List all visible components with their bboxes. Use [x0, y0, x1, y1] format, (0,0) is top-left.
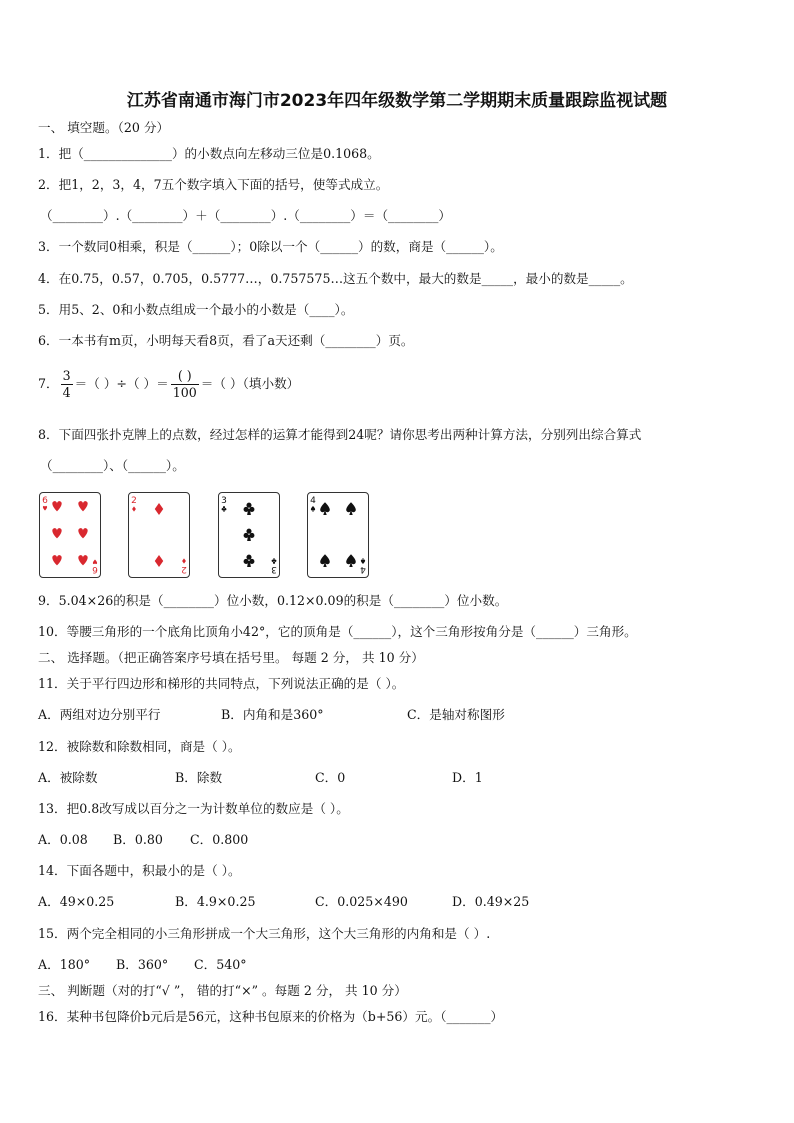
option: D．1	[452, 770, 483, 785]
diamond-pip-icon	[182, 558, 186, 563]
heart-pip-icon	[52, 555, 61, 565]
fraction-3-4	[61, 368, 73, 401]
option: B．0.80	[113, 832, 163, 847]
option: A．被除数	[38, 770, 98, 785]
spade-pip-icon	[361, 558, 365, 564]
card-rank-label: 3	[221, 496, 227, 506]
section-heading-true-false: 三、 判断题（对的打“√ ”， 错的打“×” 。每题 2 分， 共 10 分）	[38, 983, 407, 998]
question-9: 9．5.04×26的积是（________）位小数，0.12×0.09的积是（________）位小数。	[38, 593, 508, 608]
club-pip-icon	[272, 558, 277, 564]
fraction-numerator: 3	[62, 368, 71, 383]
diamond-pip-icon	[155, 503, 164, 515]
question-10: 10．等腰三角形的一个底角比顶角小42°，它的顶角是（______），这个三角形按角分是（______）三角形。	[38, 624, 637, 639]
question-11: 11．关于平行四边形和梯形的共同特点，下列说法正确的是（ ）。	[38, 676, 405, 691]
heart-pip-icon	[52, 528, 61, 538]
option: A．49×0.25	[38, 894, 115, 909]
question-15: 15．两个完全相同的小三角形拼成一个大三角形，这个大三角形的内角和是（ ）.	[38, 926, 491, 941]
club-pip-icon	[244, 529, 255, 541]
spade-pip-icon	[320, 554, 330, 567]
heart-pip-icon	[43, 506, 47, 511]
option: C．0.800	[190, 832, 249, 847]
option: B．4.9×0.25	[175, 894, 256, 909]
fraction-denominator: 4	[62, 385, 71, 400]
playing-card-4-spades	[307, 492, 369, 578]
option: D．0.49×25	[452, 894, 530, 909]
page-title: 江苏省南通市海门市2023年四年级数学第二学期期末质量跟踪监视试题	[126, 91, 668, 111]
club-pip-icon	[244, 503, 255, 515]
question-7-middle: ＝（ ）÷（ ）＝	[74, 376, 169, 391]
question-14: 14．下面各题中，积最小的是（ ）。	[38, 863, 241, 878]
question-2: 2．把1，2，3，4，7五个数字填入下面的括号，使等式成立。	[38, 177, 389, 192]
card-rank-label: 4	[360, 564, 366, 574]
playing-card-3-clubs	[218, 492, 280, 578]
option: A．0.08	[38, 832, 88, 847]
question-2-equation: （________）.（________）＋（________）.（________）＝（________）	[40, 208, 452, 223]
fraction-denominator-100: 100	[172, 385, 197, 400]
option: B．内角和是360°	[221, 707, 324, 722]
playing-card-6-hearts	[39, 492, 101, 578]
spade-pip-icon	[346, 502, 356, 515]
option: B．360°	[116, 957, 169, 972]
heart-pip-icon	[78, 501, 87, 511]
option: C．0	[315, 770, 346, 785]
heart-pip-icon	[78, 555, 87, 565]
question-12: 12．被除数和除数相同，商是（ ）。	[38, 739, 241, 754]
card-rank-label: 4	[310, 496, 316, 506]
question-13: 13．把0.8改写成以百分之一为计数单位的数应是（ ）。	[38, 801, 349, 816]
question-7-end: ＝（ ）（填小数）	[200, 376, 300, 391]
club-pip-icon	[222, 506, 227, 512]
playing-card-2-diamonds	[128, 492, 190, 578]
question-8-answer-blanks: （________）、（______）。	[40, 458, 185, 473]
card-rank-label: 6	[42, 496, 48, 506]
spade-pip-icon	[346, 554, 356, 567]
question-16: 16．某种书包降价b元后是56元，这种书包原来的价格为（b+56）元。（_______）	[38, 1009, 504, 1024]
question-7-number: 7．	[38, 376, 59, 391]
option: C．0.025×490	[315, 894, 408, 909]
question-7	[38, 368, 299, 401]
question-8: 8．下面四张扑克牌上的点数，经过怎样的运算才能得到24呢？请你思考出两种计算方法，分别列出综合算式	[38, 427, 642, 442]
diamond-pip-icon	[132, 506, 136, 511]
question-3: 3．一个数同0相乘，积是（______）；0除以一个（______）的数，商是（______）。	[38, 239, 503, 254]
option: C．是轴对称图形	[407, 707, 505, 722]
option: C．540°	[194, 957, 247, 972]
club-pip-icon	[244, 555, 255, 567]
spade-pip-icon	[320, 502, 330, 515]
heart-pip-icon	[93, 559, 97, 564]
heart-pip-icon	[78, 528, 87, 538]
heart-pip-icon	[52, 501, 61, 511]
fraction-numerator-blank: ( )	[171, 368, 199, 385]
section-heading-fill-blank: 一、 填空题。（20 分）	[38, 120, 170, 135]
card-rank-label: 2	[131, 496, 137, 506]
card-rank-label: 6	[92, 564, 98, 574]
spade-pip-icon	[311, 506, 315, 512]
fraction-over-100	[171, 368, 199, 401]
question-5: 5．用5、2、0和小数点组成一个最小的小数是（____）。	[38, 302, 354, 317]
question-6: 6．一本书有m页，小明每天看8页，看了a天还剩（________）页。	[38, 333, 414, 348]
question-4: 4．在0.75，0.57，0.705，0.5777…，0.757575…这五个数中，最大的数是_____，最小的数是_____。	[38, 271, 633, 286]
option: A．180°	[38, 957, 91, 972]
card-rank-label: 2	[181, 564, 187, 574]
option: A．两组对边分别平行	[38, 707, 161, 722]
diamond-pip-icon	[155, 555, 164, 567]
card-rank-label: 3	[271, 564, 277, 574]
option: B．除数	[175, 770, 223, 785]
section-heading-multiple-choice: 二、 选择题。（把正确答案序号填在括号里。 每题 2 分， 共 10 分）	[38, 650, 424, 665]
question-1: 1．把（______________）的小数点向左移动三位是0.1068。	[38, 146, 380, 161]
